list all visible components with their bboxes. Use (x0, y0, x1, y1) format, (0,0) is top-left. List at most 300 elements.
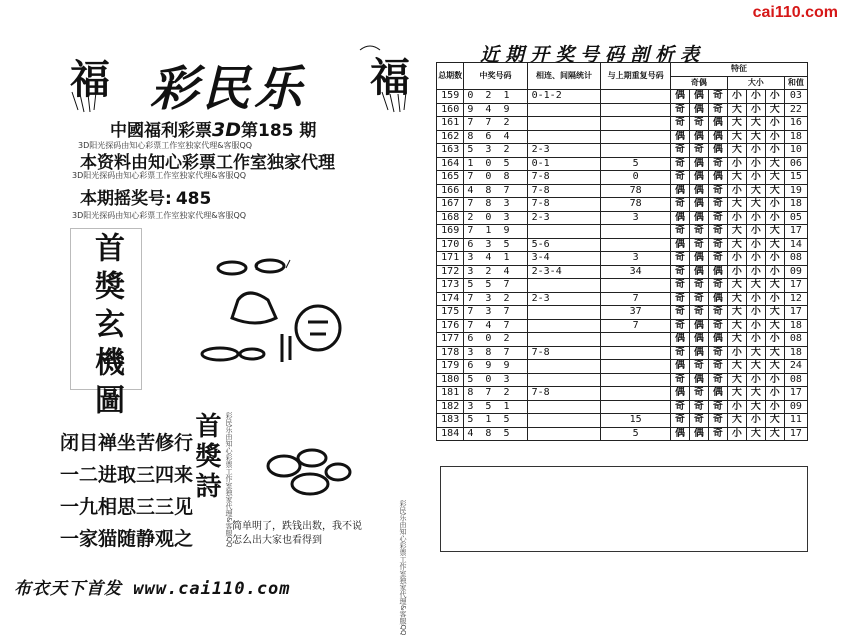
small-note-1: 3D阳光探码由知心彩票工作室独家代理&客服QQ (78, 141, 253, 150)
cell-odd-even: 偶 (689, 171, 708, 185)
cell-big-small: 小 (765, 144, 784, 158)
cell-big-small: 大 (765, 360, 784, 374)
cell-big-small: 小 (765, 373, 784, 387)
cell-number: 2 0 3 (464, 211, 527, 225)
cell-issue: 164 (437, 157, 464, 171)
cell-repeat (601, 346, 671, 360)
cell-odd-even: 奇 (670, 144, 689, 158)
poem-line-4: 一家猫随静观之 (60, 528, 194, 550)
cell-big-small: 小 (765, 333, 784, 347)
cell-odd-even: 偶 (689, 211, 708, 225)
cell-odd-even: 偶 (689, 157, 708, 171)
cell-odd-even: 偶 (689, 252, 708, 266)
cell-big-small: 小 (765, 90, 784, 104)
cell-sum: 08 (784, 373, 807, 387)
cell-issue: 171 (437, 252, 464, 266)
cell-issue: 181 (437, 387, 464, 401)
cell-adjacent: 5-6 (527, 238, 601, 252)
cell-number: 8 6 4 (464, 130, 527, 144)
cell-repeat (601, 373, 671, 387)
cell-big-small: 小 (765, 117, 784, 131)
cell-odd-even: 偶 (689, 346, 708, 360)
table-row (437, 238, 808, 252)
table-row (437, 373, 808, 387)
cell-odd-even: 奇 (689, 279, 708, 293)
cell-odd-even: 奇 (670, 117, 689, 131)
cell-big-small: 大 (746, 346, 765, 360)
table-row (437, 198, 808, 212)
cell-repeat (601, 360, 671, 374)
note-line-1: 简单明了，跌钱出数，我不说 (232, 521, 362, 532)
puzzle-title: 首獎玄機圖 (89, 232, 124, 422)
cell-number: 3 2 4 (464, 265, 527, 279)
cell-adjacent (527, 130, 601, 144)
cell-repeat: 15 (601, 414, 671, 428)
cell-odd-even: 奇 (708, 184, 727, 198)
col-number: 中奖号码 (464, 63, 527, 90)
cell-sum: 09 (784, 400, 807, 414)
cell-odd-even: 奇 (670, 400, 689, 414)
cell-sum: 19 (784, 184, 807, 198)
table-row (437, 265, 808, 279)
cell-odd-even: 偶 (670, 90, 689, 104)
footer-banner: 布衣天下首发 www.cai110.com (14, 579, 291, 599)
cell-odd-even: 偶 (708, 292, 727, 306)
cell-sum: 17 (784, 306, 807, 320)
cell-odd-even: 偶 (708, 265, 727, 279)
cell-odd-even: 偶 (708, 117, 727, 131)
cell-big-small: 大 (727, 198, 746, 212)
cell-issue: 165 (437, 171, 464, 185)
cell-odd-even: 奇 (708, 414, 727, 428)
cell-issue: 180 (437, 373, 464, 387)
cell-big-small: 大 (746, 184, 765, 198)
cell-repeat: 5 (601, 157, 671, 171)
cell-big-small: 大 (746, 130, 765, 144)
cell-number: 7 4 7 (464, 319, 527, 333)
cell-odd-even: 奇 (708, 279, 727, 293)
cell-adjacent: 7-8 (527, 184, 601, 198)
cell-number: 6 3 5 (464, 238, 527, 252)
cell-sum: 22 (784, 103, 807, 117)
cell-number: 3 8 7 (464, 346, 527, 360)
cell-number: 9 4 9 (464, 103, 527, 117)
cell-odd-even: 奇 (708, 225, 727, 239)
cell-issue: 177 (437, 333, 464, 347)
cell-adjacent (527, 117, 601, 131)
cell-big-small: 大 (727, 238, 746, 252)
cell-repeat (601, 144, 671, 158)
cell-big-small: 大 (727, 144, 746, 158)
cell-repeat: 78 (601, 198, 671, 212)
cell-big-small: 大 (765, 184, 784, 198)
cell-sum: 17 (784, 387, 807, 401)
cell-odd-even: 奇 (708, 373, 727, 387)
cell-big-small: 大 (765, 427, 784, 441)
cell-big-small: 小 (765, 252, 784, 266)
cell-repeat (601, 400, 671, 414)
cell-big-small: 小 (746, 265, 765, 279)
cell-big-small: 小 (746, 144, 765, 158)
table-row (437, 360, 808, 374)
cell-big-small: 大 (727, 414, 746, 428)
cell-issue: 179 (437, 360, 464, 374)
cell-sum: 24 (784, 360, 807, 374)
cell-odd-even: 奇 (670, 252, 689, 266)
cell-odd-even: 偶 (708, 144, 727, 158)
brand-title: 彩民乐 (150, 61, 307, 117)
table-row (437, 157, 808, 171)
cell-big-small: 小 (765, 400, 784, 414)
cell-issue: 168 (437, 211, 464, 225)
cell-odd-even: 偶 (708, 130, 727, 144)
cell-big-small: 小 (746, 333, 765, 347)
cell-big-small: 大 (746, 117, 765, 131)
cell-sum: 17 (784, 279, 807, 293)
cell-big-small: 小 (727, 252, 746, 266)
cell-number: 0 2 1 (464, 90, 527, 104)
table-row (437, 103, 808, 117)
cell-odd-even: 奇 (670, 157, 689, 171)
cell-adjacent (527, 279, 601, 293)
table-row (437, 414, 808, 428)
cell-big-small: 小 (727, 265, 746, 279)
cell-adjacent: 3-4 (527, 252, 601, 266)
cell-big-small: 大 (765, 414, 784, 428)
cell-repeat: 0 (601, 171, 671, 185)
cell-repeat (601, 90, 671, 104)
cell-repeat: 34 (601, 265, 671, 279)
cell-repeat: 5 (601, 427, 671, 441)
drawn-label: 本期摇奖号: (80, 189, 172, 209)
table-row (437, 171, 808, 185)
cell-big-small: 小 (746, 292, 765, 306)
table-row (437, 144, 808, 158)
cell-issue: 182 (437, 400, 464, 414)
cell-big-small: 小 (746, 157, 765, 171)
table-row (437, 292, 808, 306)
cell-sum: 18 (784, 319, 807, 333)
cell-odd-even: 奇 (670, 373, 689, 387)
cell-odd-even: 偶 (689, 265, 708, 279)
cell-adjacent (527, 319, 601, 333)
cell-odd-even: 偶 (670, 184, 689, 198)
cell-sum: 14 (784, 238, 807, 252)
cell-number: 3 4 1 (464, 252, 527, 266)
cell-big-small: 小 (746, 211, 765, 225)
cell-repeat: 7 (601, 319, 671, 333)
cell-odd-even: 奇 (670, 414, 689, 428)
cell-odd-even: 奇 (708, 400, 727, 414)
col-adjacent: 相连、间隔统计 (527, 63, 601, 90)
cell-big-small: 小 (746, 90, 765, 104)
cell-number: 5 3 2 (464, 144, 527, 158)
cell-odd-even: 偶 (670, 387, 689, 401)
poem-line-3: 一九相思三三见 (60, 496, 194, 518)
cell-issue: 167 (437, 198, 464, 212)
cell-odd-even: 偶 (689, 130, 708, 144)
cell-big-small: 大 (727, 279, 746, 293)
fu-char-right: 福 (370, 54, 410, 101)
cell-big-small: 大 (765, 171, 784, 185)
issue-prefix: 中國福利彩票 (110, 121, 212, 141)
cell-sum: 08 (784, 252, 807, 266)
cell-big-small: 小 (765, 265, 784, 279)
table-row (437, 319, 808, 333)
cell-odd-even: 偶 (708, 333, 727, 347)
cell-adjacent: 2-3 (527, 144, 601, 158)
cell-issue: 184 (437, 427, 464, 441)
cell-odd-even: 奇 (670, 171, 689, 185)
cell-sum: 18 (784, 346, 807, 360)
issue-line (110, 116, 316, 141)
table-row (437, 184, 808, 198)
cell-big-small: 小 (765, 387, 784, 401)
cell-sum: 03 (784, 90, 807, 104)
cell-odd-even: 奇 (708, 360, 727, 374)
cell-odd-even: 偶 (708, 387, 727, 401)
cell-number: 6 9 9 (464, 360, 527, 374)
cell-odd-even: 奇 (708, 346, 727, 360)
cell-big-small: 小 (727, 427, 746, 441)
cell-big-small: 小 (727, 90, 746, 104)
cell-big-small: 小 (727, 157, 746, 171)
cell-number: 7 3 7 (464, 306, 527, 320)
cell-big-small: 大 (746, 427, 765, 441)
note-line-2: 怎么出大家也看得到 (232, 535, 322, 546)
cell-repeat: 7 (601, 292, 671, 306)
cell-odd-even: 偶 (670, 130, 689, 144)
cell-big-small: 大 (765, 319, 784, 333)
cell-number: 5 1 5 (464, 414, 527, 428)
cell-number: 5 5 7 (464, 279, 527, 293)
cell-issue: 161 (437, 117, 464, 131)
cell-adjacent (527, 306, 601, 320)
table-row (437, 130, 808, 144)
col-odd-even: 奇偶 (670, 76, 727, 90)
cell-odd-even: 奇 (670, 306, 689, 320)
cell-odd-even: 奇 (689, 414, 708, 428)
history-rows (437, 90, 808, 441)
blank-panel (440, 466, 808, 552)
cell-number: 7 1 9 (464, 225, 527, 239)
cell-odd-even: 奇 (670, 103, 689, 117)
table-row (437, 211, 808, 225)
cell-adjacent (527, 400, 601, 414)
cell-adjacent: 0-1-2 (527, 90, 601, 104)
cell-odd-even: 偶 (689, 427, 708, 441)
cell-adjacent (527, 360, 601, 374)
cell-issue: 163 (437, 144, 464, 158)
table-row (437, 117, 808, 131)
cell-sum: 11 (784, 414, 807, 428)
cell-big-small: 小 (746, 225, 765, 239)
coin-sketch (262, 440, 362, 510)
cell-big-small: 小 (727, 400, 746, 414)
cell-odd-even: 偶 (689, 333, 708, 347)
cell-number: 4 8 5 (464, 427, 527, 441)
poem-line-2: 一二进取三四来 (60, 464, 194, 486)
cell-number: 5 0 3 (464, 373, 527, 387)
cell-sum: 17 (784, 225, 807, 239)
cell-odd-even: 奇 (670, 292, 689, 306)
cell-sum: 15 (784, 171, 807, 185)
cell-big-small: 小 (746, 306, 765, 320)
cell-big-small: 大 (765, 306, 784, 320)
cell-odd-even: 奇 (689, 292, 708, 306)
cell-issue: 175 (437, 306, 464, 320)
cell-big-small: 大 (746, 360, 765, 374)
history-table (436, 62, 808, 441)
cell-adjacent: 7-8 (527, 198, 601, 212)
col-big-small: 大小 (727, 76, 784, 90)
cell-big-small: 小 (746, 373, 765, 387)
cell-big-small: 小 (746, 103, 765, 117)
cell-big-small: 小 (765, 198, 784, 212)
cell-odd-even: 奇 (670, 279, 689, 293)
ingot-sketch (190, 250, 370, 390)
cell-odd-even: 偶 (670, 238, 689, 252)
drawn-number: 485 (175, 189, 212, 209)
cell-big-small: 大 (727, 360, 746, 374)
cell-big-small: 大 (746, 387, 765, 401)
cell-sum: 05 (784, 211, 807, 225)
cell-sum: 16 (784, 117, 807, 131)
cell-adjacent: 2-3 (527, 292, 601, 306)
cell-odd-even: 奇 (689, 144, 708, 158)
cell-big-small: 大 (765, 157, 784, 171)
cell-big-small: 小 (746, 252, 765, 266)
cell-big-small: 小 (765, 292, 784, 306)
cell-odd-even: 奇 (708, 90, 727, 104)
cell-odd-even: 偶 (708, 171, 727, 185)
cell-repeat (601, 117, 671, 131)
cell-number: 7 3 2 (464, 292, 527, 306)
cell-adjacent: 2-3 (527, 211, 601, 225)
cell-adjacent: 7-8 (527, 171, 601, 185)
cell-odd-even: 奇 (689, 387, 708, 401)
cell-adjacent: 2-3-4 (527, 265, 601, 279)
cell-odd-even: 偶 (689, 184, 708, 198)
cell-repeat (601, 225, 671, 239)
cell-sum: 10 (784, 144, 807, 158)
cell-repeat (601, 238, 671, 252)
cell-issue: 169 (437, 225, 464, 239)
cell-big-small: 大 (765, 279, 784, 293)
cell-issue: 159 (437, 90, 464, 104)
cell-repeat (601, 387, 671, 401)
cell-odd-even: 奇 (689, 117, 708, 131)
cell-big-small: 小 (727, 346, 746, 360)
cell-repeat (601, 103, 671, 117)
table-row (437, 279, 808, 293)
cell-big-small: 大 (727, 387, 746, 401)
cell-odd-even: 偶 (689, 103, 708, 117)
cell-odd-even: 偶 (689, 319, 708, 333)
cell-big-small: 大 (765, 346, 784, 360)
cell-big-small: 大 (746, 400, 765, 414)
cell-big-small: 大 (727, 306, 746, 320)
col-issue: 总期数 (437, 63, 464, 90)
cell-big-small: 小 (727, 211, 746, 225)
cell-repeat: 3 (601, 252, 671, 266)
cell-odd-even: 奇 (689, 225, 708, 239)
cell-sum: 06 (784, 157, 807, 171)
cell-odd-even: 奇 (708, 198, 727, 212)
cell-big-small: 大 (765, 225, 784, 239)
cell-odd-even: 奇 (708, 306, 727, 320)
cell-number: 6 0 2 (464, 333, 527, 347)
cell-issue: 160 (437, 103, 464, 117)
cell-odd-even: 奇 (689, 400, 708, 414)
table-title: 近期开奖号码剖析表 (480, 44, 706, 66)
site-watermark: cai110.com (752, 4, 838, 21)
cell-adjacent (527, 414, 601, 428)
cell-big-small: 小 (746, 171, 765, 185)
cell-issue: 176 (437, 319, 464, 333)
explanation-note (232, 520, 362, 548)
cell-sum: 17 (784, 427, 807, 441)
cell-odd-even: 奇 (670, 319, 689, 333)
cell-repeat (601, 279, 671, 293)
cell-sum: 12 (784, 292, 807, 306)
drawn-number-line (80, 184, 211, 209)
cell-sum: 18 (784, 198, 807, 212)
cell-big-small: 大 (746, 198, 765, 212)
cell-odd-even: 奇 (670, 225, 689, 239)
cell-big-small: 小 (746, 414, 765, 428)
cell-repeat: 78 (601, 184, 671, 198)
cell-issue: 174 (437, 292, 464, 306)
col-repeat: 与上期重复号码 (601, 63, 671, 90)
cell-odd-even: 偶 (670, 360, 689, 374)
cell-number: 1 0 5 (464, 157, 527, 171)
table-row (437, 90, 808, 104)
cell-odd-even: 奇 (670, 198, 689, 212)
table-row (437, 346, 808, 360)
cell-issue: 162 (437, 130, 464, 144)
cell-odd-even: 奇 (708, 319, 727, 333)
cell-number: 8 7 2 (464, 387, 527, 401)
cell-odd-even: 偶 (670, 211, 689, 225)
cell-odd-even: 偶 (689, 198, 708, 212)
cell-number: 3 5 1 (464, 400, 527, 414)
fu-char-left: 福 (70, 56, 110, 103)
cell-number: 7 0 8 (464, 171, 527, 185)
cell-big-small: 大 (727, 171, 746, 185)
issue-number: 第185 期 (241, 121, 317, 141)
cell-odd-even: 奇 (708, 103, 727, 117)
cell-sum: 08 (784, 333, 807, 347)
side-note-left: 彩民乐由知心彩票工作室独家代理&客服QQ (225, 412, 233, 548)
cell-issue: 183 (437, 414, 464, 428)
cell-odd-even: 奇 (689, 360, 708, 374)
agent-tagline: 本资料由知心彩票工作室独家代理 (80, 153, 335, 173)
cell-odd-even: 偶 (670, 333, 689, 347)
cell-adjacent (527, 333, 601, 347)
cell-odd-even: 奇 (708, 427, 727, 441)
cell-odd-even: 奇 (670, 265, 689, 279)
cell-issue: 172 (437, 265, 464, 279)
cell-odd-even: 奇 (708, 211, 727, 225)
cell-sum: 09 (784, 265, 807, 279)
cell-big-small: 大 (765, 103, 784, 117)
cell-odd-even: 奇 (708, 238, 727, 252)
cell-big-small: 小 (727, 184, 746, 198)
table-row (437, 225, 808, 239)
cell-odd-even: 奇 (708, 252, 727, 266)
cell-odd-even: 奇 (670, 346, 689, 360)
